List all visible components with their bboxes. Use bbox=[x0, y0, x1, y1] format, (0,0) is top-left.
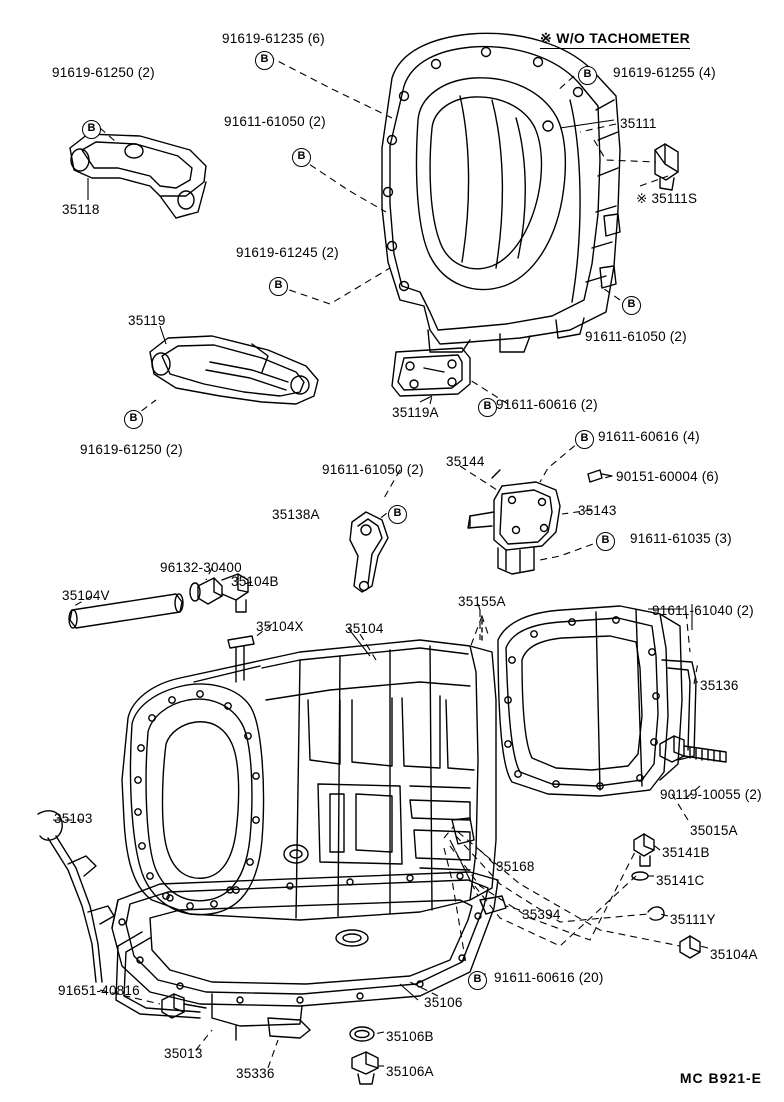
callout-35119A: 35119A bbox=[392, 405, 439, 420]
callout-35138A: 35138A bbox=[272, 507, 320, 522]
tachometer-note: ※ W/O TACHOMETER bbox=[540, 30, 690, 47]
callout-35119: 35119 bbox=[128, 313, 166, 328]
callout-35143: 35143 bbox=[578, 503, 617, 518]
callout-91611-60616-a: 91611-60616 (2) bbox=[496, 397, 598, 412]
callout-35106A: 35106A bbox=[386, 1064, 434, 1079]
callout-35336: 35336 bbox=[236, 1066, 275, 1081]
bolt-marker-b8: B bbox=[478, 398, 497, 417]
bolt-marker-b6: B bbox=[622, 296, 641, 315]
callout-91651-40816: 91651-40816 bbox=[58, 983, 140, 998]
callout-91611-61050-c: 91611-61050 (2) bbox=[322, 462, 424, 477]
callout-35118: 35118 bbox=[62, 202, 100, 217]
callout-35104X: 35104X bbox=[256, 619, 304, 634]
bolt-marker-b12: B bbox=[468, 971, 487, 990]
callout-91611-61050-b: 91611-61050 (2) bbox=[585, 329, 687, 344]
callout-35144: 35144 bbox=[446, 454, 485, 469]
callout-35111S: ※ 35111S bbox=[636, 191, 698, 206]
callout-35155A: 35155A bbox=[458, 594, 506, 609]
callout-35111Y: 35111Y bbox=[670, 912, 716, 927]
callout-91611-61035: 91611-61035 (3) bbox=[630, 531, 732, 546]
callout-35103: 35103 bbox=[54, 811, 93, 826]
callout-90119-10055: 90119-10055 (2) bbox=[660, 787, 762, 802]
callout-91611-60616-b: 91611-60616 (4) bbox=[598, 429, 700, 444]
callout-35106B: 35106B bbox=[386, 1029, 434, 1044]
callout-96132-30400: 96132-30400 bbox=[160, 560, 242, 575]
callout-35104A: 35104A bbox=[710, 947, 758, 962]
bolt-marker-b4: B bbox=[269, 277, 288, 296]
callout-91619-61250-a: 91619-61250 (2) bbox=[52, 65, 155, 80]
callout-91619-61255: 91619-61255 (4) bbox=[613, 65, 716, 80]
callout-90151-60004: 90151-60004 (6) bbox=[616, 469, 719, 484]
callout-91619-61245: 91619-61245 (2) bbox=[236, 245, 339, 260]
bolt-marker-b2: B bbox=[255, 51, 274, 70]
bolt-marker-b7: B bbox=[124, 410, 143, 429]
callout-91619-61235: 91619-61235 (6) bbox=[222, 31, 325, 46]
callout-35104V: 35104V bbox=[62, 588, 110, 603]
callout-35013: 35013 bbox=[164, 1046, 203, 1061]
callout-35141C: 35141C bbox=[656, 873, 705, 888]
bolt-marker-b1: B bbox=[82, 120, 101, 139]
callout-35104: 35104 bbox=[345, 621, 384, 636]
bolt-marker-b11: B bbox=[388, 505, 407, 524]
callout-35141B: 35141B bbox=[662, 845, 710, 860]
callout-35104B: 35104B bbox=[231, 574, 279, 589]
callout-35394: 35394 bbox=[522, 907, 561, 922]
callout-91611-61040: 91611-61040 (2) bbox=[652, 603, 754, 618]
callout-91611-61050-a: 91611-61050 (2) bbox=[224, 114, 326, 129]
callout-91619-61250-b: 91619-61250 (2) bbox=[80, 442, 183, 457]
diagram-footer-code: MC B921-E bbox=[679, 1070, 762, 1086]
bolt-marker-b10: B bbox=[596, 532, 615, 551]
callout-91611-60616-c: 91611-60616 (20) bbox=[494, 970, 604, 985]
callout-35168: 35168 bbox=[496, 859, 535, 874]
bolt-marker-b5: B bbox=[578, 66, 597, 85]
callout-35136: 35136 bbox=[700, 678, 739, 693]
bolt-marker-b3: B bbox=[292, 148, 311, 167]
callout-35106: 35106 bbox=[424, 995, 463, 1010]
bolt-marker-b9: B bbox=[575, 430, 594, 449]
callout-35111: 35111 bbox=[620, 116, 657, 131]
callout-35015A: 35015A bbox=[690, 823, 738, 838]
